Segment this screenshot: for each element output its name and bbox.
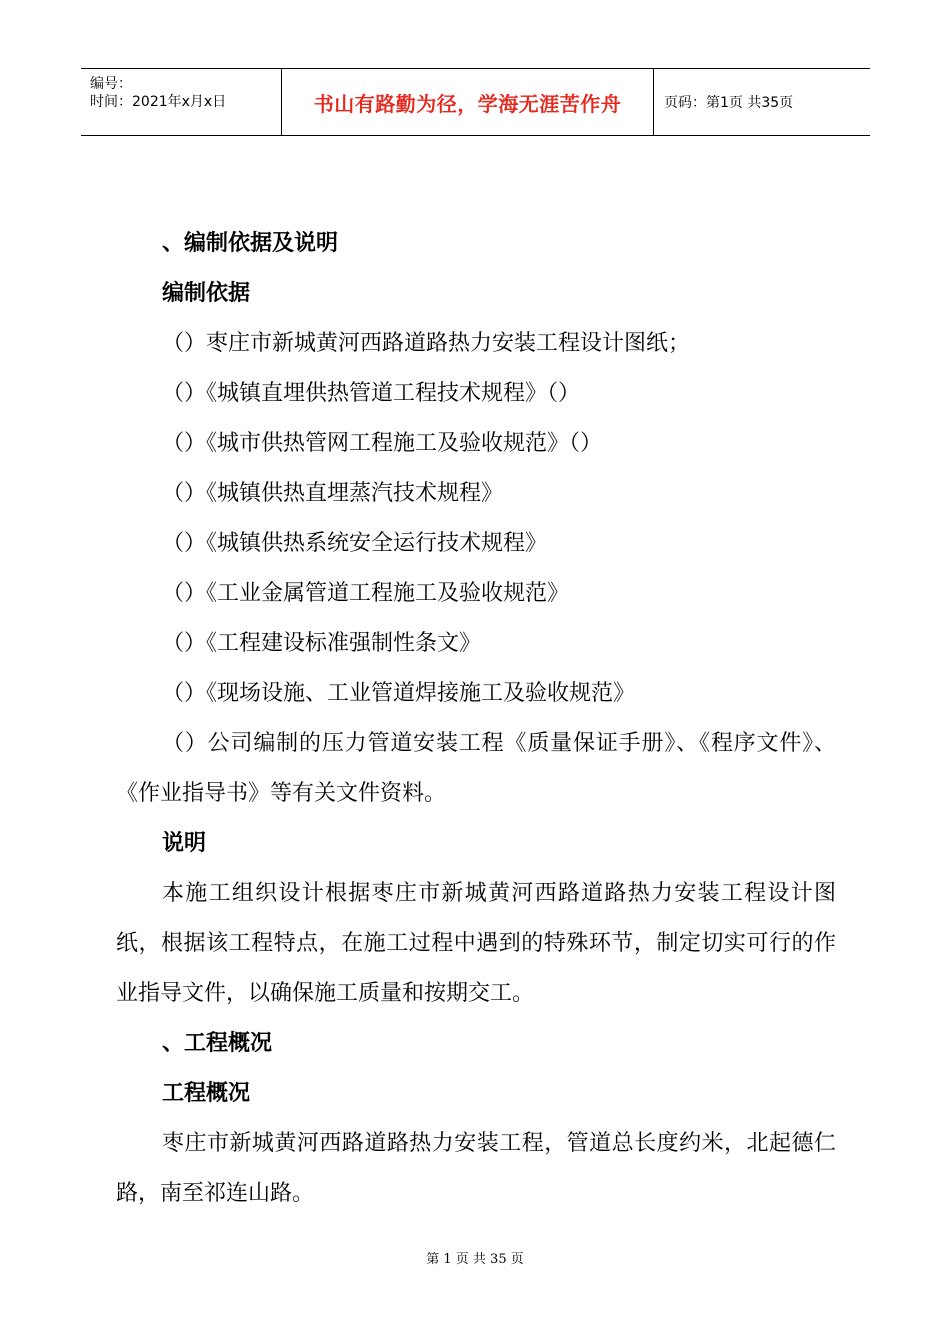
list-item: （）枣庄市新城黄河西路道路热力安装工程设计图纸； bbox=[162, 331, 691, 356]
section-heading-2: 、工程概况 bbox=[162, 1031, 273, 1056]
section-heading-1: 、编制依据及说明 bbox=[162, 231, 339, 256]
header-table bbox=[81, 68, 870, 136]
motto-text: 书山有路勤为径，学海无涯苦作舟 bbox=[313, 91, 622, 116]
time-label: 时间：2021年x月x日 bbox=[90, 94, 227, 110]
list-item: （）《城镇供热系统安全运行技术规程》 bbox=[162, 531, 548, 556]
list-item: （）《城镇直埋供热管道工程技术规程》（） bbox=[162, 381, 581, 406]
subsection-heading-overview: 工程概况 bbox=[162, 1081, 251, 1106]
list-item: （）《城市供热管网工程施工及验收规范》（） bbox=[162, 431, 603, 456]
list-item: （）《工程建设标准强制性条文》 bbox=[162, 631, 482, 656]
number-label: 编号： bbox=[90, 76, 132, 92]
list-item-last: （）公司编制的压力管道安装工程《质量保证手册》、《程序文件》、《作业指导书》等有关文件资料。 bbox=[116, 731, 836, 806]
header-page-cell bbox=[654, 69, 870, 135]
subsection-heading-basis: 编制依据 bbox=[162, 281, 251, 306]
header-motto-cell bbox=[282, 69, 654, 135]
list-item: （）《现场设施、工业管道焊接施工及验收规范》 bbox=[162, 681, 636, 706]
header-meta-cell bbox=[81, 69, 282, 135]
document-body bbox=[116, 219, 836, 1219]
list-item: （）《工业金属管道工程施工及验收规范》 bbox=[162, 581, 570, 606]
page-footer: 第 1 页 共 35 页 bbox=[426, 1252, 524, 1267]
page-info: 页码：第1页 共35页 bbox=[664, 95, 794, 111]
overview-paragraph: 枣庄市新城黄河西路道路热力安装工程，管道总长度约米，北起德仁路，南至祁连山路。 bbox=[116, 1131, 836, 1206]
note-paragraph: 本施工组织设计根据枣庄市新城黄河西路道路热力安装工程设计图纸，根据该工程特点，在施工过程中遇到的特殊环节，制定切实可行的作业指导文件，以确保施工质量和按期交工。 bbox=[116, 881, 836, 1006]
subsection-heading-note: 说明 bbox=[162, 831, 207, 856]
list-item: （）《城镇供热直埋蒸汽技术规程》 bbox=[162, 481, 504, 506]
